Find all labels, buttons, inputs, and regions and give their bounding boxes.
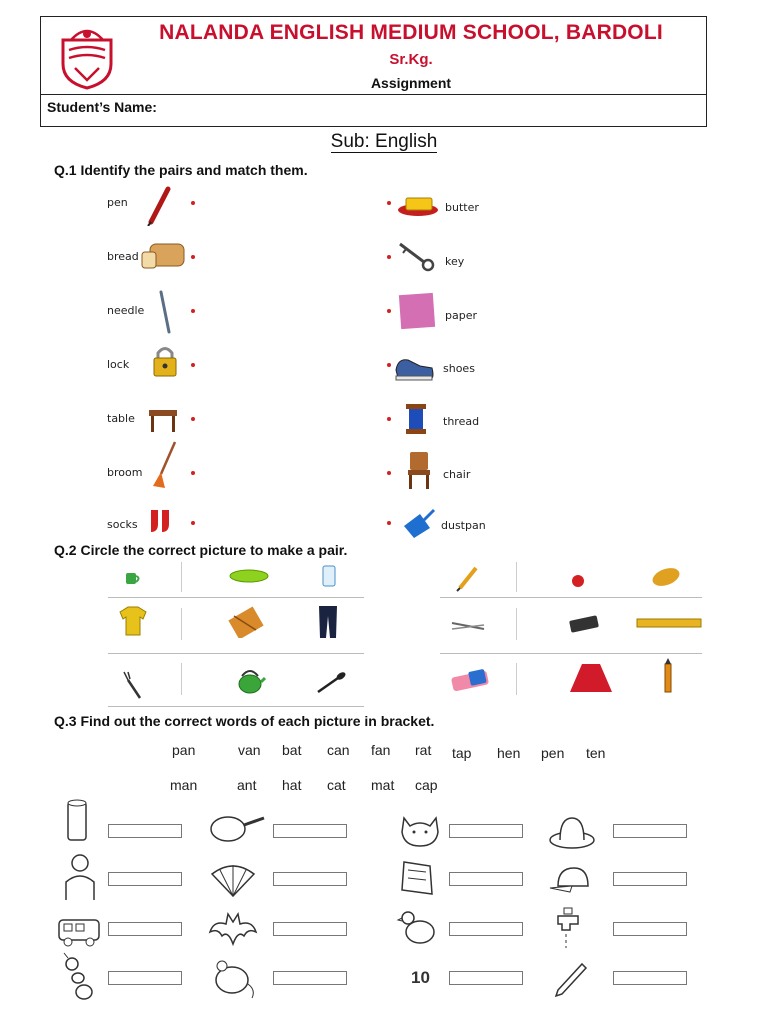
header-divider: [41, 94, 706, 95]
shirt-icon[interactable]: [116, 604, 150, 638]
word-bank-word: fan: [371, 742, 391, 758]
answer-box-mat[interactable]: [449, 872, 523, 886]
glass-icon[interactable]: [320, 564, 338, 588]
word-bank-word: cat: [327, 777, 346, 793]
match-dot[interactable]: [191, 521, 195, 525]
answer-box-cap[interactable]: [613, 872, 687, 886]
q2-grid-line: [181, 608, 182, 640]
answer-box-rat[interactable]: [273, 971, 347, 985]
q1-left-word: table: [107, 412, 135, 425]
q2-grid-line: [516, 562, 517, 592]
hen-icon: [396, 906, 440, 948]
grade-label: Sr.Kg.: [389, 51, 433, 68]
number-ten-picture: 10: [411, 968, 430, 987]
rat-icon: [208, 954, 258, 1000]
bread-icon: [140, 240, 188, 270]
match-dot[interactable]: [387, 309, 391, 313]
q2-grid-line: [516, 663, 517, 695]
match-dot[interactable]: [191, 363, 195, 367]
scissors-icon[interactable]: [450, 618, 486, 634]
match-dot[interactable]: [387, 417, 391, 421]
mat-icon: [398, 858, 438, 898]
sharpener-icon[interactable]: [650, 566, 682, 588]
answer-box-fan[interactable]: [273, 872, 347, 886]
answer-box-ant[interactable]: [108, 971, 182, 985]
match-dot[interactable]: [191, 255, 195, 259]
answer-box-man[interactable]: [108, 872, 182, 886]
word-bank-word: tap: [452, 745, 472, 761]
pen-outline-icon: [552, 960, 588, 1000]
q2-grid-line: [108, 653, 364, 654]
skirt-icon[interactable]: [566, 660, 616, 696]
word-bank-word: hat: [282, 777, 302, 793]
socks-icon: [147, 506, 177, 536]
broom-icon: [151, 440, 179, 490]
q1-title: Q.1 Identify the pairs and match them.: [54, 162, 308, 178]
q1-right-word: butter: [445, 201, 479, 214]
answer-box-van[interactable]: [108, 922, 182, 936]
q2-grid-line: [440, 653, 702, 654]
q1-right-word: chair: [443, 468, 471, 481]
word-bank-word: pan: [172, 742, 196, 758]
q1-left-word: needle: [107, 304, 145, 317]
trousers-icon[interactable]: [316, 604, 340, 640]
eraser-icon[interactable]: [448, 668, 492, 694]
subject-title: Sub: English: [330, 131, 438, 152]
pen-icon: [143, 186, 173, 226]
spoon-icon[interactable]: [314, 670, 348, 696]
word-bank-word: ten: [586, 745, 606, 761]
q1-right-word: thread: [443, 415, 480, 428]
word-bank-word: bat: [282, 742, 302, 758]
hat-icon: [546, 812, 598, 852]
match-dot[interactable]: [387, 255, 391, 259]
q1-left-word: lock: [107, 358, 130, 371]
match-dot[interactable]: [387, 521, 391, 525]
needle-icon: [155, 290, 175, 334]
word-bank-word: mat: [371, 777, 395, 793]
word-bank-word: van: [238, 742, 261, 758]
q2-title: Q.2 Circle the correct picture to make a pair.: [54, 542, 348, 558]
q1-left-word: broom: [107, 466, 143, 479]
butter-icon: [396, 194, 440, 218]
assignment-title: Assignment: [370, 75, 452, 91]
q1-right-word: paper: [445, 309, 477, 322]
paper-icon: [398, 292, 438, 332]
crayon-icon[interactable]: [660, 656, 676, 696]
lock-icon: [151, 344, 179, 378]
word-bank-word: hen: [497, 745, 521, 761]
cat-icon: [396, 810, 444, 850]
answer-box-can[interactable]: [108, 824, 182, 838]
match-dot[interactable]: [191, 309, 195, 313]
table-icon: [147, 404, 179, 434]
match-dot[interactable]: [387, 363, 391, 367]
key-icon: [396, 238, 436, 272]
thread-icon: [404, 402, 428, 436]
pencil-icon[interactable]: [454, 564, 480, 592]
chair-icon: [404, 450, 434, 490]
q2-grid-line: [108, 597, 364, 598]
kettle-icon[interactable]: [234, 666, 266, 696]
q3-title: Q.3 Find out the correct words of each picture in bracket.: [54, 713, 435, 729]
q2-grid-line: [440, 597, 702, 598]
match-dot[interactable]: [191, 471, 195, 475]
fan-icon: [208, 860, 258, 900]
dustpan-icon: [400, 506, 436, 540]
word-bank-word: pen: [541, 745, 565, 761]
apple-icon[interactable]: [570, 572, 586, 588]
q1-left-word: bread: [107, 250, 139, 263]
q2-grid-line: [181, 562, 182, 592]
q1-right-word: shoes: [443, 362, 475, 375]
pan-icon: [208, 814, 266, 844]
q1-left-word: socks: [107, 518, 138, 531]
hanger-icon[interactable]: [226, 604, 266, 638]
q2-grid-line: [108, 706, 364, 707]
match-dot[interactable]: [387, 201, 391, 205]
school-logo: [57, 24, 117, 90]
school-name: NALANDA ENGLISH MEDIUM SCHOOL, BARDOLI: [159, 21, 663, 44]
answer-box-pen[interactable]: [613, 971, 687, 985]
word-bank-word: rat: [415, 742, 432, 758]
word-bank-word: can: [327, 742, 350, 758]
word-bank-word: cap: [415, 777, 438, 793]
student-name-label: Student’s Name:: [47, 99, 157, 115]
duster-icon[interactable]: [566, 612, 602, 636]
q1-right-word: key: [445, 255, 465, 268]
answer-box-hat[interactable]: [613, 824, 687, 838]
cap-icon: [548, 864, 594, 898]
q1-right-word: dustpan: [441, 519, 486, 532]
can-icon: [60, 798, 94, 844]
match-dot[interactable]: [191, 417, 195, 421]
ant-icon: [58, 952, 98, 1002]
ruler-icon[interactable]: [636, 616, 702, 630]
cup-icon[interactable]: [124, 570, 142, 586]
answer-box-cat[interactable]: [449, 824, 523, 838]
answer-box-hen[interactable]: [449, 922, 523, 936]
q1-left-word: pen: [107, 196, 128, 209]
word-bank-word: ant: [237, 777, 257, 793]
match-dot[interactable]: [191, 201, 195, 205]
q2-grid-line: [181, 663, 182, 695]
answer-box-ten[interactable]: [449, 971, 523, 985]
header-box: [40, 16, 707, 127]
word-bank-word: man: [170, 777, 198, 793]
answer-box-pan[interactable]: [273, 824, 347, 838]
van-icon: [56, 914, 102, 948]
fork-icon[interactable]: [120, 670, 146, 700]
q2-grid-line: [516, 608, 517, 640]
saucer-icon[interactable]: [228, 568, 270, 584]
match-dot[interactable]: [387, 471, 391, 475]
answer-box-bat[interactable]: [273, 922, 347, 936]
bat-icon: [208, 910, 258, 950]
answer-box-tap[interactable]: [613, 922, 687, 936]
tap-icon: [552, 904, 584, 952]
man-icon: [60, 852, 100, 902]
shoes-icon: [394, 352, 436, 382]
